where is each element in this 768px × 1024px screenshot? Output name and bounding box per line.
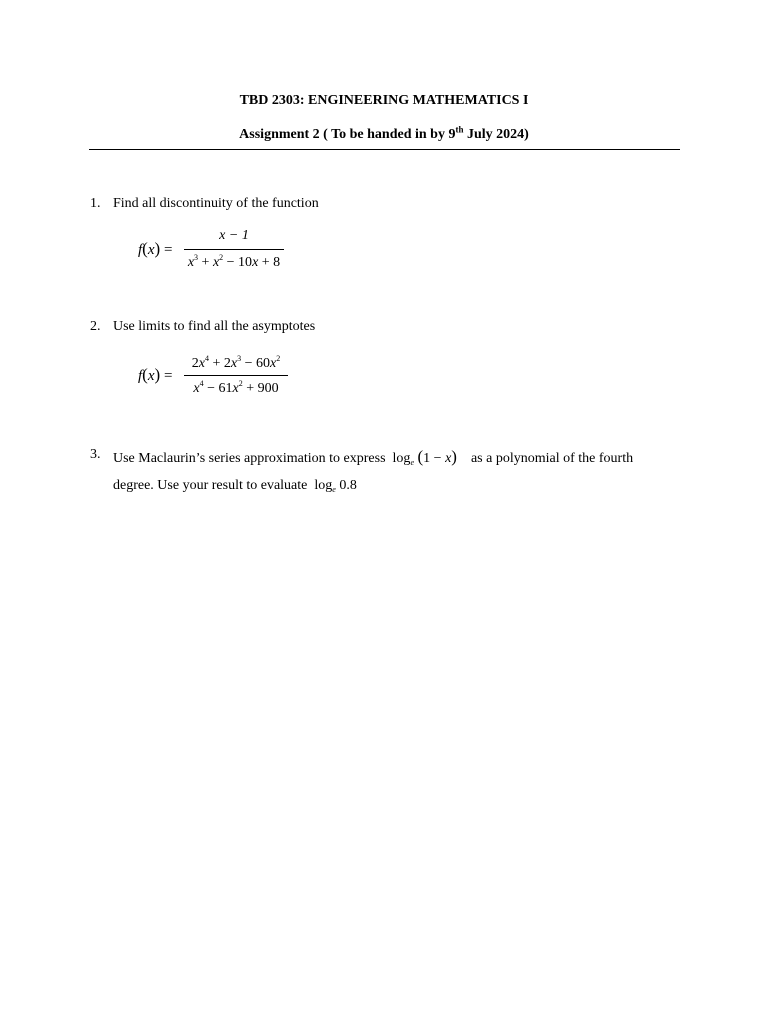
q2-den-exp2: 2 [238,379,243,388]
q2-den-op1: − 61 [203,381,233,396]
q3-log1-arg-var: x [445,451,452,466]
q2-num-exp3: 2 [276,354,281,363]
q1-den-term2: x [212,255,220,270]
question-2-text: Use limits to find all the asymptotes [113,319,316,334]
q2-den-term2: x [232,381,239,396]
q2-num-exp2: 3 [237,354,242,363]
q3-log1-arg-pre: 1 − [423,451,446,466]
question-3-line-1 [113,447,633,467]
q1-den-op3: + 8 [258,255,281,270]
q2-denominator [184,379,288,397]
q3-log-expression: $\log_e (1 - x)$ [392,447,457,467]
q2-fraction-bar [184,375,288,376]
q3-text-line2: degree. Use your result to evaluate [113,478,308,493]
q2-den-term1: x [193,381,200,396]
q2-den-op2: + 900 [242,381,279,396]
q3-log2-expression [314,478,356,493]
q1-numerator-text: x − 1 [219,228,249,243]
q1-fraction-bar [184,249,284,250]
q3-log2: log [314,478,333,493]
q3-log2-arg: 0.8 [339,478,357,493]
q1-den-term1: x [187,255,195,270]
course-title: TBD 2303: ENGINEERING MATHEMATICS I [239,93,529,108]
q2-num-coef1: 2 [191,356,199,371]
q1-den-op1: + [198,255,213,270]
q1-function-name: f [138,242,143,258]
q2-num-op1: + 2 [208,356,231,371]
question-1-fraction [184,228,284,272]
q2-den-exp1: 4 [199,379,204,388]
q1-numerator [184,228,284,244]
q1-den-exp2: 2 [219,253,224,262]
q2-num-term1: x [198,356,205,371]
assignment-subtitle [0,124,768,143]
question-3-number: 3. [90,447,101,462]
q1-denominator [184,253,284,271]
q1-den-exp1: 3 [194,253,199,262]
q3-log2-base: e [332,485,336,494]
question-1-text: Find all discontinuity of the function [113,196,319,211]
subtitle-prefix: Assignment 2 ( To be handed in by 9 [239,127,456,142]
subtitle-suffix: July 2024) [463,127,529,142]
q2-function-name: f [138,368,143,384]
question-1-number: 1. [90,196,101,211]
q2-num-op2: − 60 [241,356,271,371]
q2-function-var: x [147,368,155,384]
q3-log1: log [392,451,411,466]
q3-text-part1: Use Maclaurin’s series approximation to express [113,451,386,466]
q1-den-term3: x [252,255,259,270]
q2-num-exp1: 4 [204,354,209,363]
question-1-lhs: f(x) = [138,239,173,258]
q3-log1-base: e [410,458,414,467]
q1-den-op2: − 10 [223,255,253,270]
question-2-lhs: f(x) = [138,365,173,384]
q3-text-part2: as a polynomial of the fourth [470,451,634,466]
question-2-fraction [184,354,288,398]
subtitle-superscript: th [455,124,464,135]
q2-num-term3: x [270,356,277,371]
question-2-number: 2. [90,319,101,334]
question-3-line-2 [113,478,357,494]
header-divider [89,149,680,150]
q2-numerator [184,354,288,372]
q1-function-var: x [147,242,155,258]
q2-num-term2: x [230,356,238,371]
